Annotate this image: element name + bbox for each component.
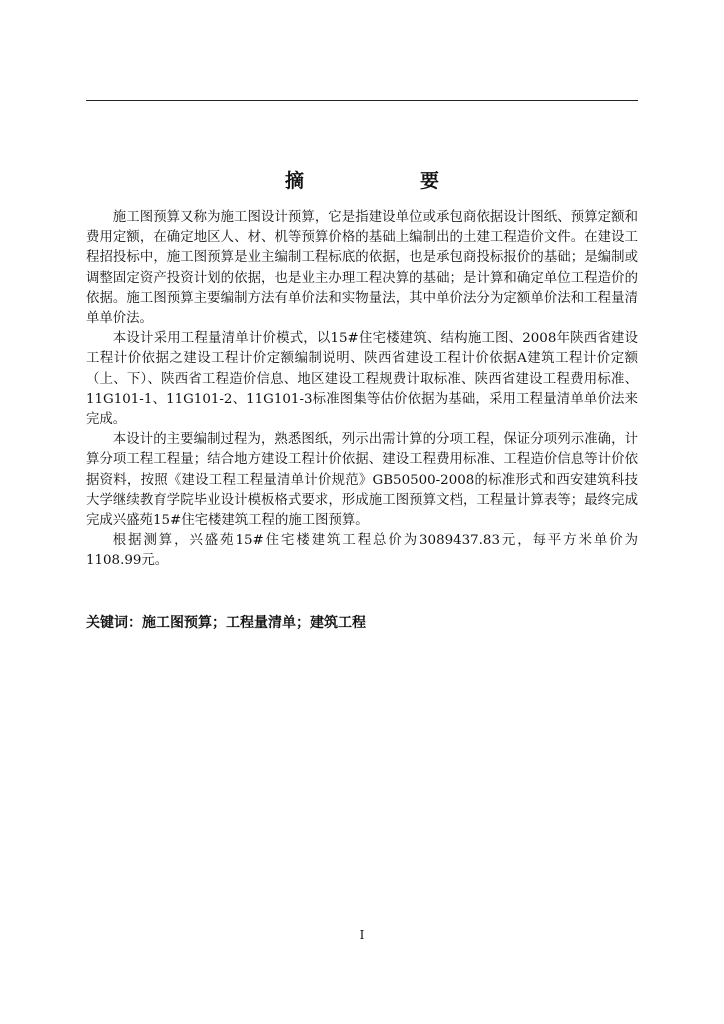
keywords-line: 关键词：施工图预算；工程量清单；建筑工程 — [86, 615, 366, 631]
header-rule — [86, 100, 638, 101]
page-number: I — [359, 928, 365, 942]
abstract-paragraph-4: 根据测算，兴盛苑15#住宅楼建筑工程总价为3089437.83元，每平方米单价为1108.99元。 — [86, 533, 638, 569]
abstract-paragraph-2: 本设计采用工程量清单计价模式，以15#住宅楼建筑、结构施工图、2008年陕西省建设工程计价依据之建设工程计价定额编制说明、陕西省建设工程计价依据A建筑工程计价定额（上、下）、陕西省工程造价信息、地区建设工程规费计取标准、陕西省建设工程费用标准、11G101-1、11G101-2、11G101-3标准图集等估价依据为基础，采用工程量清单单价法来完成。 — [86, 331, 638, 428]
abstract-paragraph-3: 本设计的主要编制过程为，熟悉图纸，列示出需计算的分项工程，保证分项列示准确，计算分项工程工程量；结合地方建设工程计价依据、建设工程费用标准、工程造价信息等计价依据资料，按照《建设工程工程量清单计价规范》GB50500-2008的标准形式和西安建筑科技大学继续教育学院毕业设计模板格式要求，形成施工图预算文档，工程量计算表等；最终完成完成兴盛苑15#住宅楼建筑工程的施工图预算。 — [86, 432, 638, 529]
abstract-title: 摘 要 — [284, 170, 465, 192]
abstract-paragraph-1: 施工图预算又称为施工图设计预算，它是指建设单位或承包商依据设计图纸、预算定额和费用定额，在确定地区人、材、机等预算价格的基础上编制出的土建工程造价文件。在建设工程招投标中，施工图预算是业主编制工程标底的依据，也是承包商投标报价的基础；是编制或调整固定资产投资计划的依据，也是业主办理工程决算的基础；是计算和确定单位工程造价的依据。施工图预算主要编制方法有单价法和实物量法，其中单价法分为定额单价法和工程量清单单价法。 — [86, 210, 638, 327]
abstract-body — [86, 208, 638, 572]
